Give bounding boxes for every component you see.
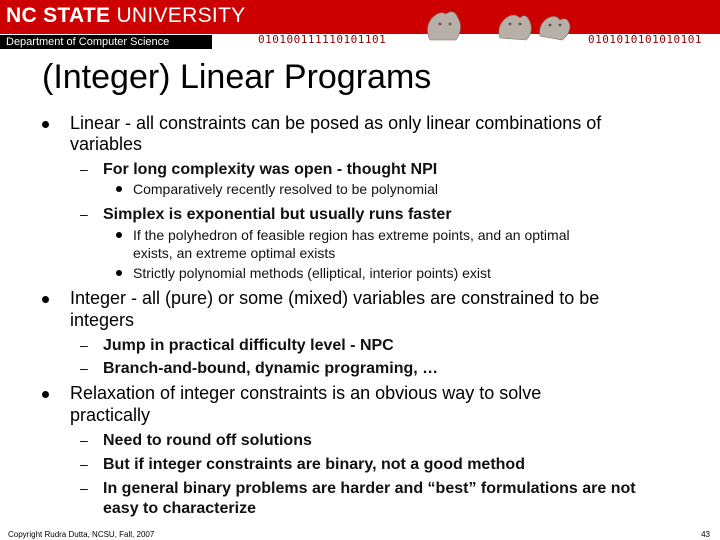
binary-decoration-left: 010100111110101101 <box>258 33 387 46</box>
sub-bullet-text: Jump in practical difficulty level - NPC <box>103 337 394 354</box>
university-name-bold: NC STATE <box>6 4 111 27</box>
sub-bullet-text: For long complexity was open - thought NPI <box>103 161 438 178</box>
sub-sub-bullet-marker <box>116 270 122 276</box>
bullet-text: integers <box>70 310 135 330</box>
slide-title: (Integer) Linear Programs <box>42 58 432 96</box>
sub-bullet-text: Simplex is exponential but usually runs faster <box>103 206 452 223</box>
dash-marker: – <box>80 480 88 496</box>
dash-marker: – <box>80 456 88 472</box>
page-number: 43 <box>701 530 710 539</box>
sub-bullet-text: Branch-and-bound, dynamic programing, … <box>103 360 439 377</box>
sub-sub-bullet-marker <box>116 232 122 238</box>
bullet-marker <box>42 121 49 128</box>
bullet-text: Linear - all constraints can be posed as only linear combinations of <box>70 113 602 133</box>
sub-bullet-text: Need to round off solutions <box>103 432 312 449</box>
dash-marker: – <box>80 432 88 448</box>
dash-marker: – <box>80 360 88 376</box>
bullet-marker <box>42 296 49 303</box>
sub-sub-bullet-text: If the polyhedron of feasible region has extreme points, and an optimal <box>133 227 570 243</box>
university-name-light: UNIVERSITY <box>116 4 246 27</box>
bullet-text: variables <box>70 134 143 154</box>
bullet-text: Integer - all (pure) or some (mixed) variables are constrained to be <box>70 288 600 308</box>
dash-marker: – <box>80 161 88 177</box>
sub-bullet-text: In general binary problems are harder and “best” formulations are not <box>103 480 636 497</box>
binary-decoration-right: 0101010101010101 <box>588 33 702 46</box>
bullet-text: Relaxation of integer constraints is an obvious way to solve <box>70 383 542 403</box>
bullet-text: practically <box>70 405 151 425</box>
dash-marker: – <box>80 206 88 222</box>
sub-sub-bullet-text: Comparatively recently resolved to be polynomial <box>133 181 439 197</box>
footer-copyright: Copyright Rudra Dutta, NCSU, Fall, 2007 <box>8 530 155 539</box>
sub-sub-bullet-text: exists, an extreme optimal exists <box>133 245 336 261</box>
dash-marker: – <box>80 337 88 353</box>
sub-sub-bullet-marker <box>116 186 122 192</box>
department-name: Department of Computer Science <box>6 36 170 48</box>
sub-sub-bullet-text: Strictly polynomial methods (elliptical, interior points) exist <box>133 265 491 281</box>
sub-bullet-text: But if integer constraints are binary, not a good method <box>103 456 525 473</box>
sub-bullet-text: easy to characterize <box>103 500 256 517</box>
bullet-marker <box>42 391 49 398</box>
